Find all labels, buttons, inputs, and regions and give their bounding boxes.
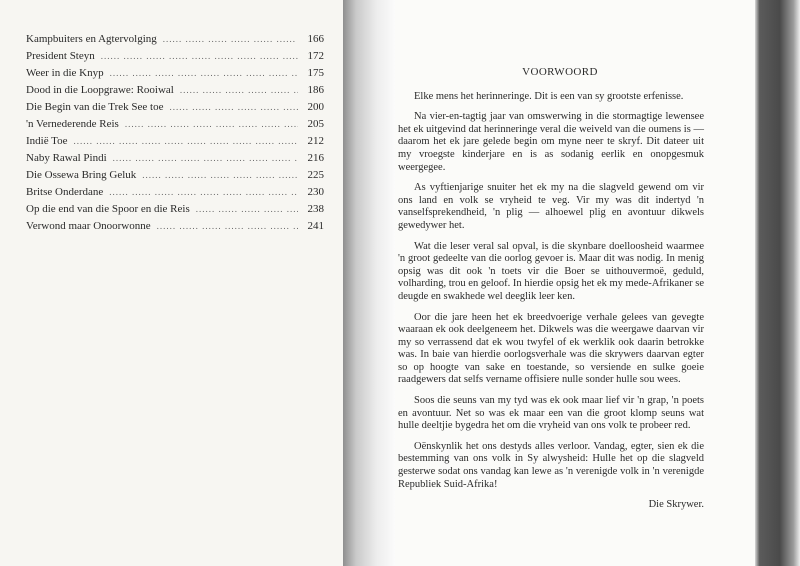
toc-entry-page: 186 <box>307 84 324 96</box>
toc-entry <box>26 169 324 186</box>
toc-leader-dots <box>101 51 298 61</box>
toc-entry <box>26 152 324 169</box>
toc-entry-page: 205 <box>307 118 324 130</box>
toc-entry <box>26 220 324 237</box>
book-gutter <box>343 0 395 566</box>
toc-entry <box>26 186 324 203</box>
toc-entry-page: 175 <box>307 67 324 79</box>
toc-entry <box>26 101 324 118</box>
foreword-paragraph: Na vier-en-tagtig jaar van omswerwing in die stormagtige lewensee het ek uitgevind dat herinneringe veral die weiveld van die oumens is — daarom het ek jare gelede begin om myne neer te skryf. Dit dateer uit my vroegste kinderjare en is as sodanig eerlik en onopgesmuk weergegee. <box>398 111 704 173</box>
toc-entry-title: Weer in die Knyp <box>26 67 104 79</box>
toc-leader-dots <box>109 187 298 197</box>
foreword-signature: Die Skrywer. <box>648 499 704 511</box>
toc-entry-page: 166 <box>307 33 324 45</box>
toc-leader-dots <box>163 34 298 44</box>
foreword-paragraph: Wat die leser veral sal opval, is die skynbare doelloosheid waarmee 'n groot gedeelte van die oorlog gevoer is. Maar dit was nodig. In menig opsig was dit ook 'n toets vir die Boer se uithouvermoë, geduld, volharding, trou en geloof. In hierdie opsig het ek my mede-Afrikaner se deugde en swakhede wel deeglik leer ken. <box>398 240 704 302</box>
toc-leader-dots <box>74 136 299 146</box>
toc-entry-title: Kampbuiters en Agtervolging <box>26 33 157 45</box>
toc-leader-dots <box>180 85 298 95</box>
toc-leader-dots <box>110 68 298 78</box>
toc-entry <box>26 118 324 135</box>
toc-entry <box>26 33 324 50</box>
toc-entry-page: 212 <box>307 135 324 147</box>
toc-entry-title: Britse Onderdane <box>26 186 104 198</box>
toc-entry-page: 241 <box>307 220 324 232</box>
toc-entry-page: 200 <box>307 101 324 113</box>
toc-entry-title: Indië Toe <box>26 135 68 147</box>
toc-entry <box>26 203 324 220</box>
foreword-paragraph: Soos die seuns van my tyd was ek ook maar lief vir 'n grap, 'n poets en avontuur. Net so was ek maar een van die groot klomp seuns wat hulle deeltjie bygedra het om die vryheid van ons volk te probeer red. <box>398 395 704 432</box>
toc-entry-page: 238 <box>307 203 324 215</box>
toc-entry <box>26 67 324 84</box>
toc-entry-title: Op die end van die Spoor en die Reis <box>26 203 190 215</box>
toc-entry <box>26 50 324 67</box>
toc-entry-title: Verwond maar Onoorwonne <box>26 220 151 232</box>
foreword-paragraph: Oor die jare heen het ek breedvoerige verhale gelees van gevegte waaraan ek ook deelgeneem het. Dikwels was die weergawe daarvan vir my so verrassend dat ek wou twyfel of ek werklik ook daarin betrokke was. In baie van hierdie oorlogsverhale was die skrywers daarvan egter so op hoogte van sake en toestande, so versiende en sulke goeie raadgewers dat selfs vername offisiere nulle sonder hulle sou wees. <box>398 311 704 386</box>
toc-entry-page: 216 <box>307 152 324 164</box>
toc-entry-title: 'n Vernederende Reis <box>26 118 119 130</box>
toc-entry-title: Dood in die Loopgrawe: Rooiwal <box>26 84 174 96</box>
toc-entry-title: Die Begin van die Trek See toe <box>26 101 164 113</box>
toc-entry-page: 225 <box>307 169 324 181</box>
toc-entry-page: 230 <box>307 186 324 198</box>
toc-leader-dots <box>142 170 298 180</box>
foreword <box>398 66 704 512</box>
toc-entry <box>26 84 324 101</box>
foreword-paragraph: Elke mens het herinneringe. Dit is een van sy grootste erfenisse. <box>414 90 684 102</box>
toc-leader-dots <box>113 153 298 163</box>
toc-entry-title: Die Ossewa Bring Geluk <box>26 169 137 181</box>
foreword-heading: VOORWOORD <box>522 66 598 78</box>
foreword-paragraph: Oënskynlik het ons destyds alles verloor. Vandag, egter, sien ek die bestemming van ons volk in Sy alwysheid: Hulle het op die slagveld gesterwe sodat ons vandag kan lewe as 'n verenigde volk in 'n verenigde Republiek Suid-Afrika! <box>398 440 704 490</box>
foreword-paragraph: As vyftienjarige snuiter het ek my na die slagveld gewend om vir ons land en volk se vryheid te veg. Vir my was dit indertyd 'n vanselfsprekendheid, 'n plig — alhoewel plig en avontuur dikwels gewedywer het. <box>398 182 704 231</box>
toc-entry <box>26 135 324 152</box>
table-of-contents <box>26 33 324 237</box>
toc-leader-dots <box>157 221 298 231</box>
toc-leader-dots <box>196 204 298 214</box>
toc-entry-page: 172 <box>307 50 324 62</box>
toc-entry-title: Naby Rawal Pindi <box>26 152 107 164</box>
toc-leader-dots <box>169 102 298 112</box>
toc-entry-title: President Steyn <box>26 50 95 62</box>
toc-leader-dots <box>125 119 298 129</box>
page-edge-shadow <box>755 0 800 566</box>
